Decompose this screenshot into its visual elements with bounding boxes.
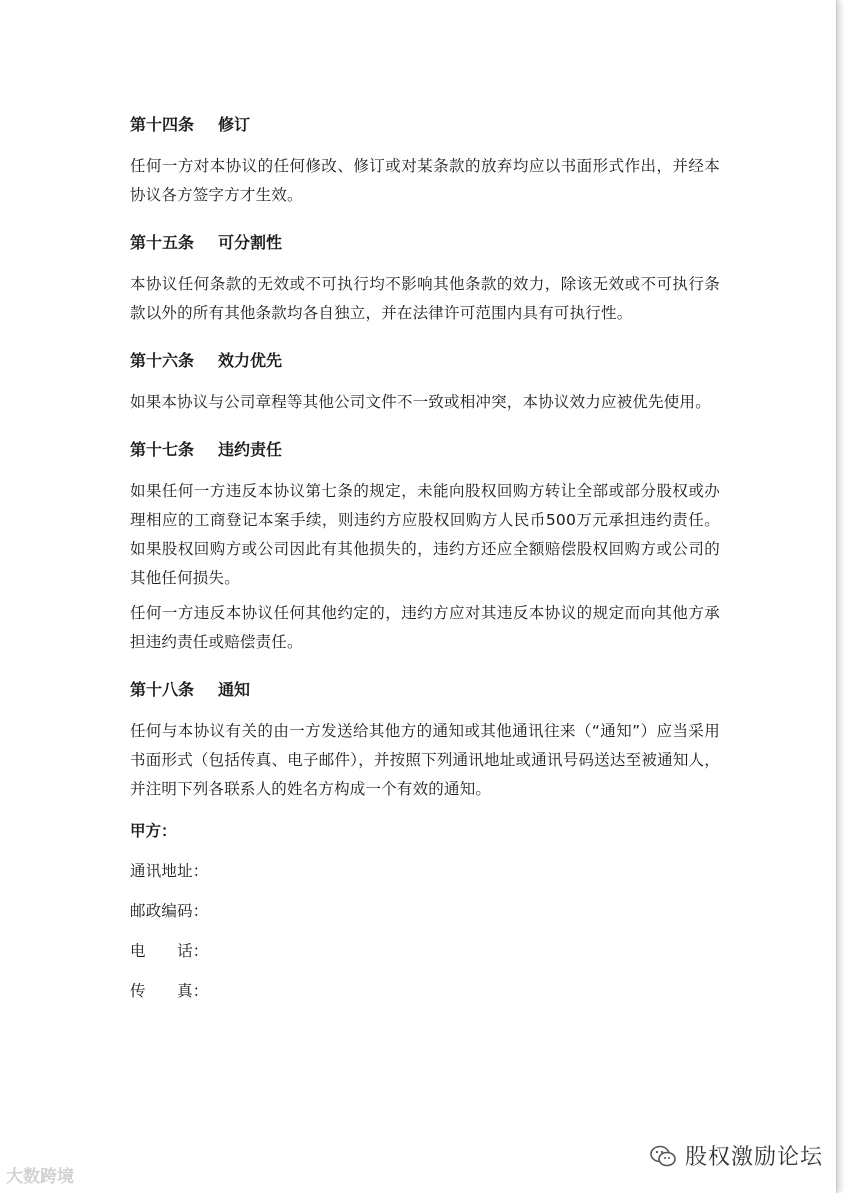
section-title: 违约责任 xyxy=(218,440,283,459)
section-number: 第十五条 xyxy=(130,233,195,252)
section-heading xyxy=(130,230,720,256)
address-field xyxy=(130,858,720,898)
section-number: 第十六条 xyxy=(130,351,195,370)
section-paragraph: 任何一方对本协议的任何修改、修订或对某条款的放弃均应以书面形式作出，并经本协议各方签字方才生效。 xyxy=(130,157,720,204)
section-paragraph: 任何与本协议有关的由一方发送给其他方的通知或其他通讯往来（“通知”）应当采用书面形式（包括传真、电子邮件），并按照下列通讯地址或通讯号码送达至被通知人，并注明下列各联系人的姓名方构成一个有效的通知。 xyxy=(130,722,720,798)
section-title: 效力优先 xyxy=(218,351,283,370)
section-number: 第十四条 xyxy=(130,115,195,134)
section-paragraph: 任何一方违反本协议任何其他约定的，违约方应对其违反本协议的规定而向其他方承担违约责任或赔偿责任。 xyxy=(130,604,720,651)
wechat-icon xyxy=(649,1144,677,1168)
section-title: 可分割性 xyxy=(218,233,283,252)
section-heading xyxy=(130,348,720,374)
section-paragraph: 如果任何一方违反本协议第七条的规定，未能向股权回购方转让全部或部分股权或办理相应的工商登记本案手续，则违约方应股权回购方人民币500万元承担违约责任。如果股权回购方或公司因此有其他损失的，违约方还应全额赔偿股权回购方或公司的其他任何损失。 xyxy=(130,482,720,587)
field-label: 通讯地址： xyxy=(130,862,209,880)
phone-field xyxy=(130,938,720,978)
section-heading xyxy=(130,437,720,463)
section-number: 第十八条 xyxy=(130,680,195,699)
section-paragraph: 如果本协议与公司章程等其他公司文件不一致或相冲突，本协议效力应被优先使用。 xyxy=(130,393,711,411)
postcode-field xyxy=(130,898,720,938)
fax-field xyxy=(130,978,720,1018)
party-label: 甲方： xyxy=(130,822,177,840)
watermark-right-text: 股权激励论坛 xyxy=(684,1145,823,1170)
document-body xyxy=(130,112,720,1018)
section-heading xyxy=(130,677,720,703)
field-label: 邮政编码： xyxy=(130,902,209,920)
watermark-left xyxy=(6,1162,74,1187)
section-paragraph: 本协议任何条款的无效或不可执行均不影响其他条款的效力，除该无效或不可执行条款以外的所有其他条款均各自独立，并在法律许可范围内具有可执行性。 xyxy=(130,275,720,322)
watermark-left-text: 大数跨境 xyxy=(6,1167,74,1187)
field-label: 传 真： xyxy=(130,982,209,1000)
section-number: 第十七条 xyxy=(130,440,195,459)
section-title: 通知 xyxy=(218,680,251,699)
section-heading xyxy=(130,112,720,138)
section-title: 修订 xyxy=(218,115,251,134)
field-label: 电 话： xyxy=(130,942,209,960)
watermark-right xyxy=(649,1140,823,1171)
